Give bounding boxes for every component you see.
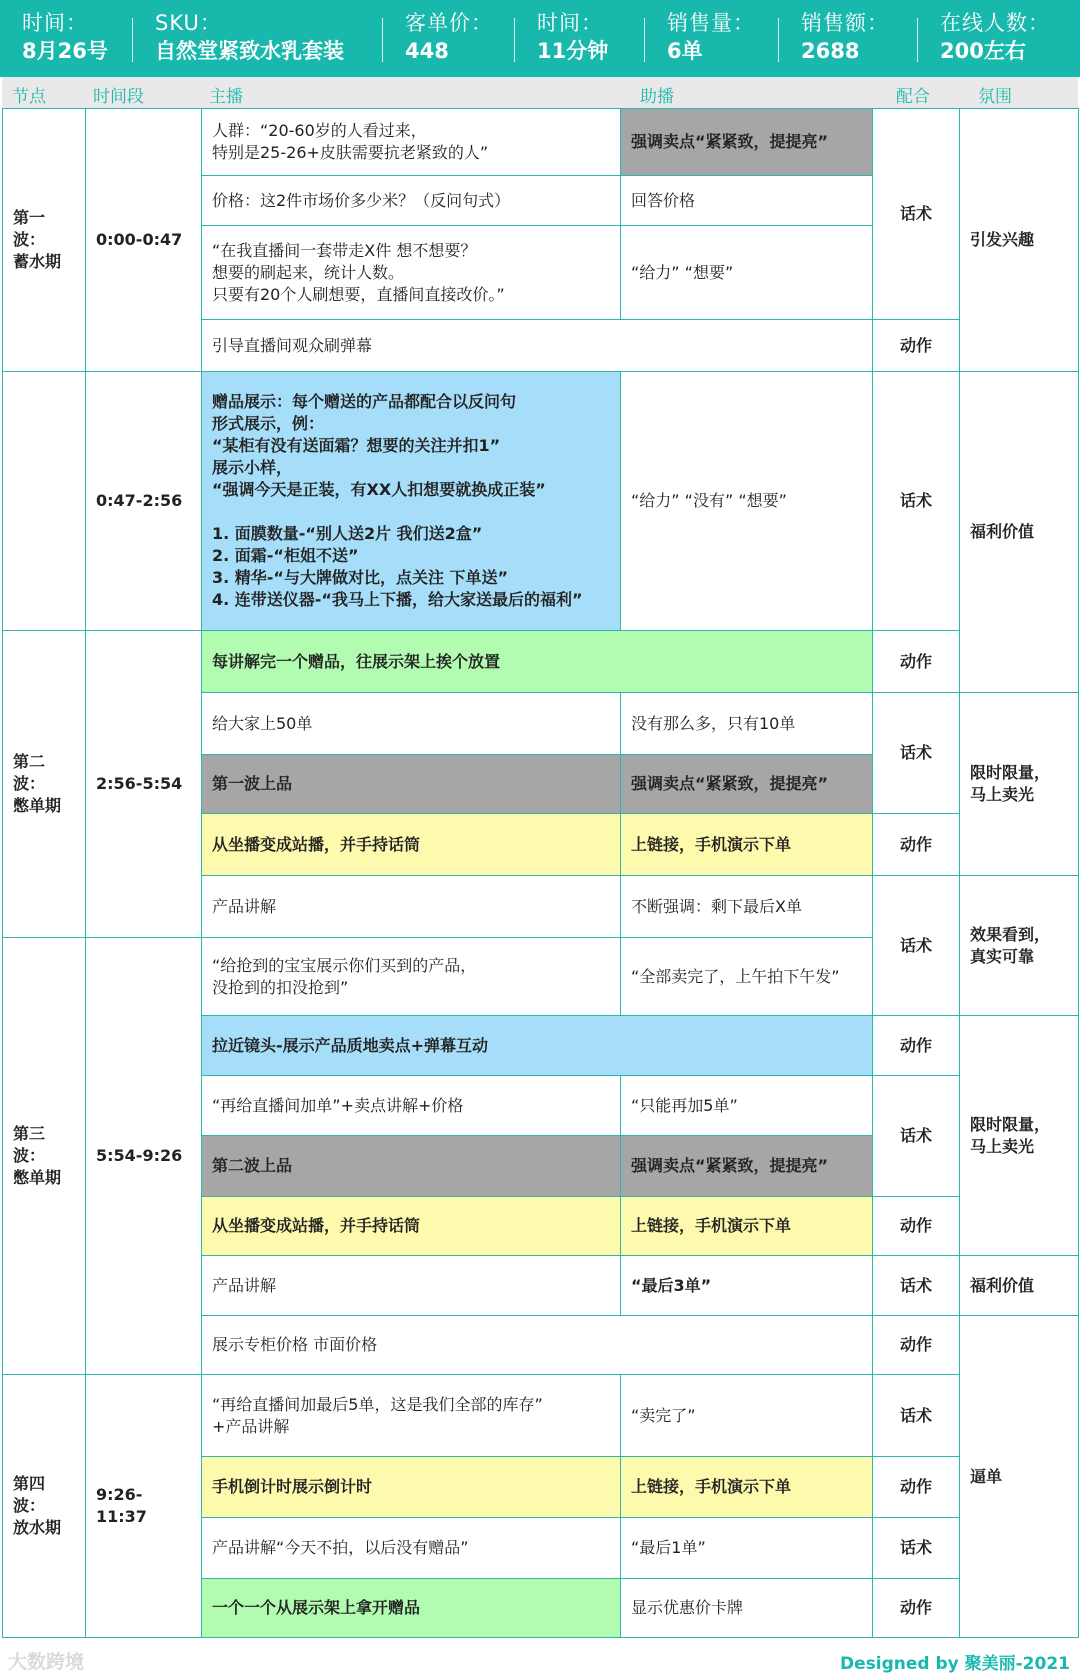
assist-cell: 没有那么多，只有10单 bbox=[621, 693, 873, 755]
assist-cell: 强调卖点“紧紧致，提提亮” bbox=[621, 1136, 873, 1197]
assist-cell: 强调卖点“紧紧致，提提亮” bbox=[621, 109, 873, 176]
table-row bbox=[3, 1375, 1079, 1457]
assist-cell: “只能再加5单” bbox=[621, 1076, 873, 1136]
phase-1-time: 0:00-0:47 bbox=[86, 109, 202, 372]
assist-cell: 强调卖点“紧紧致，提提亮” bbox=[621, 755, 873, 814]
coop-cell: 动作 bbox=[873, 320, 960, 372]
col-node: 节点 bbox=[12, 87, 46, 107]
host-cell: 每讲解完一个赠品，往展示架上挨个放置 bbox=[202, 631, 873, 693]
header-sales-volume: 销售量： 6单 bbox=[645, 0, 779, 77]
host-cell: 展示专柜价格 市面价格 bbox=[202, 1316, 873, 1375]
host-cell: 人群：“20-60岁的人看过来， 特别是25-26+皮肤需要抗老紧致的人” bbox=[202, 109, 621, 176]
host-cell: 给大家上50单 bbox=[202, 693, 621, 755]
phase-2-label: 第二波： 憋单期 bbox=[3, 631, 86, 938]
table-row bbox=[3, 372, 1079, 631]
phase-1-label: 第一波： 蓄水期 bbox=[3, 109, 86, 372]
phase-4-time: 9:26-11:37 bbox=[86, 1375, 202, 1638]
atmosphere-cell: 效果看到， 真实可靠 bbox=[960, 876, 1079, 1016]
coop-cell: 话术 bbox=[873, 1518, 960, 1579]
assist-cell: 回答价格 bbox=[621, 176, 873, 226]
header-online-viewers: 在线人数： 200左右 bbox=[940, 11, 1050, 63]
col-atmosphere: 氛围 bbox=[978, 87, 1012, 107]
phase-1b-time: 0:47-2:56 bbox=[86, 372, 202, 631]
col-cooperation: 配合 bbox=[896, 87, 930, 107]
phase-3-label: 第三波： 憋单期 bbox=[3, 938, 86, 1375]
atmosphere-cell: 逼单 bbox=[960, 1316, 1079, 1638]
assist-cell: 上链接，手机演示下单 bbox=[621, 1457, 873, 1518]
header-duration: 时间： 11分钟 bbox=[515, 0, 645, 77]
host-cell: 一个一个从展示架上拿开赠品 bbox=[202, 1579, 621, 1638]
coop-cell: 话术 bbox=[873, 693, 960, 814]
watermark-brand: 大数跨境 bbox=[8, 1651, 85, 1673]
coop-cell: 话术 bbox=[873, 1076, 960, 1197]
header-date: 时间： 8月26号 bbox=[0, 0, 133, 77]
atmosphere-cell: 福利价值 bbox=[960, 372, 1079, 693]
table-row bbox=[3, 109, 1079, 176]
host-cell: “在我直播间一套带走X件 想不想要？ 想要的刷起来，统计人数。 只要有20个人刷想要，直播间直接改价。” bbox=[202, 226, 621, 320]
assist-cell: 不断强调：剩下最后X单 bbox=[621, 876, 873, 938]
coop-cell: 动作 bbox=[873, 1016, 960, 1076]
header-sku: SKU： 自然堂紧致水乳套装 bbox=[133, 0, 383, 77]
atmosphere-cell: 引发兴趣 bbox=[960, 109, 1079, 372]
host-cell: “给抢到的宝宝展示你们买到的产品， 没抢到的扣没抢到” bbox=[202, 938, 621, 1016]
assist-cell: 显示优惠价卡牌 bbox=[621, 1579, 873, 1638]
host-cell: 产品讲解 bbox=[202, 876, 621, 938]
coop-cell: 话术 bbox=[873, 372, 960, 631]
assist-cell: 上链接，手机演示下单 bbox=[621, 1197, 873, 1256]
phase-1b-label bbox=[3, 372, 86, 631]
assist-cell: “给力” “没有” “想要” bbox=[621, 372, 873, 631]
coop-cell: 话术 bbox=[873, 1256, 960, 1316]
footer bbox=[0, 1645, 1080, 1674]
summary-header bbox=[0, 0, 1080, 77]
assist-cell: 上链接，手机演示下单 bbox=[621, 814, 873, 876]
coop-cell: 话术 bbox=[873, 1375, 960, 1457]
host-cell: 价格：这2件市场价多少米？（反问句式） bbox=[202, 176, 621, 226]
host-cell: 拉近镜头-展示产品质地卖点+弹幕互动 bbox=[202, 1016, 873, 1076]
coop-cell: 动作 bbox=[873, 1197, 960, 1256]
host-cell: 从坐播变成站播，并手持话筒 bbox=[202, 814, 621, 876]
assist-cell: “给力” “想要” bbox=[621, 226, 873, 320]
host-cell: 从坐播变成站播，并手持话筒 bbox=[202, 1197, 621, 1256]
host-cell: 赠品展示：每个赠送的产品都配合以反问句 形式展示，例： “某柜有没有送面霜？想要的关注并扣1” 展示小样， “强调今天是正装，有XX人扣想要就换成正装” 1. 面膜数量-“别人送2片 我们送2盒” 2. 面霜-“柜姐不送” 3. 精华-“与大牌做对比，点关注 下单送” 4. 连带送仪器-“我马上下播，给大家送最后的福利” bbox=[202, 372, 621, 631]
host-cell: “再给直播间加单”+卖点讲解+价格 bbox=[202, 1076, 621, 1136]
atmosphere-cell: 限时限量， 马上卖光 bbox=[960, 1016, 1079, 1256]
assist-cell: “最后3单” bbox=[621, 1256, 873, 1316]
atmosphere-cell: 福利价值 bbox=[960, 1256, 1079, 1316]
coop-cell: 动作 bbox=[873, 1457, 960, 1518]
coop-cell: 动作 bbox=[873, 1316, 960, 1375]
livestream-script-table bbox=[2, 108, 1079, 1638]
host-cell: 引导直播间观众刷弹幕 bbox=[202, 320, 873, 372]
header-sales-amount: 销售额： 2688 bbox=[779, 0, 918, 77]
coop-cell: 动作 bbox=[873, 814, 960, 876]
phase-4-label: 第四波： 放水期 bbox=[3, 1375, 86, 1638]
host-cell: 产品讲解“今天不拍，以后没有赠品” bbox=[202, 1518, 621, 1579]
column-header-row bbox=[2, 77, 1078, 108]
host-cell: 第二波上品 bbox=[202, 1136, 621, 1197]
host-cell: 产品讲解 bbox=[202, 1256, 621, 1316]
assist-cell: “卖完了” bbox=[621, 1375, 873, 1457]
host-cell: 第一波上品 bbox=[202, 755, 621, 814]
assist-cell: “全部卖完了，上午拍下午发” bbox=[621, 938, 873, 1016]
host-cell: 手机倒计时展示倒计时 bbox=[202, 1457, 621, 1518]
col-time-range: 时间段 bbox=[93, 87, 144, 107]
atmosphere-cell: 限时限量， 马上卖光 bbox=[960, 693, 1079, 876]
host-cell: “再给直播间加最后5单，这是我们全部的库存” +产品讲解 bbox=[202, 1375, 621, 1457]
table-row bbox=[3, 631, 1079, 693]
phase-2-time: 2:56-5:54 bbox=[86, 631, 202, 938]
coop-cell: 动作 bbox=[873, 631, 960, 693]
coop-cell: 话术 bbox=[873, 109, 960, 320]
header-unit-price: 客单价： 448 bbox=[383, 0, 515, 77]
coop-cell: 话术 bbox=[873, 876, 960, 1016]
phase-3-time: 5:54-9:26 bbox=[86, 938, 202, 1375]
col-assistant: 助播 bbox=[640, 87, 674, 107]
assist-cell: “最后1单” bbox=[621, 1518, 873, 1579]
coop-cell: 动作 bbox=[873, 1579, 960, 1638]
designer-credit: Designed by 聚美丽-2021 bbox=[839, 1654, 1070, 1674]
col-host: 主播 bbox=[209, 87, 243, 107]
